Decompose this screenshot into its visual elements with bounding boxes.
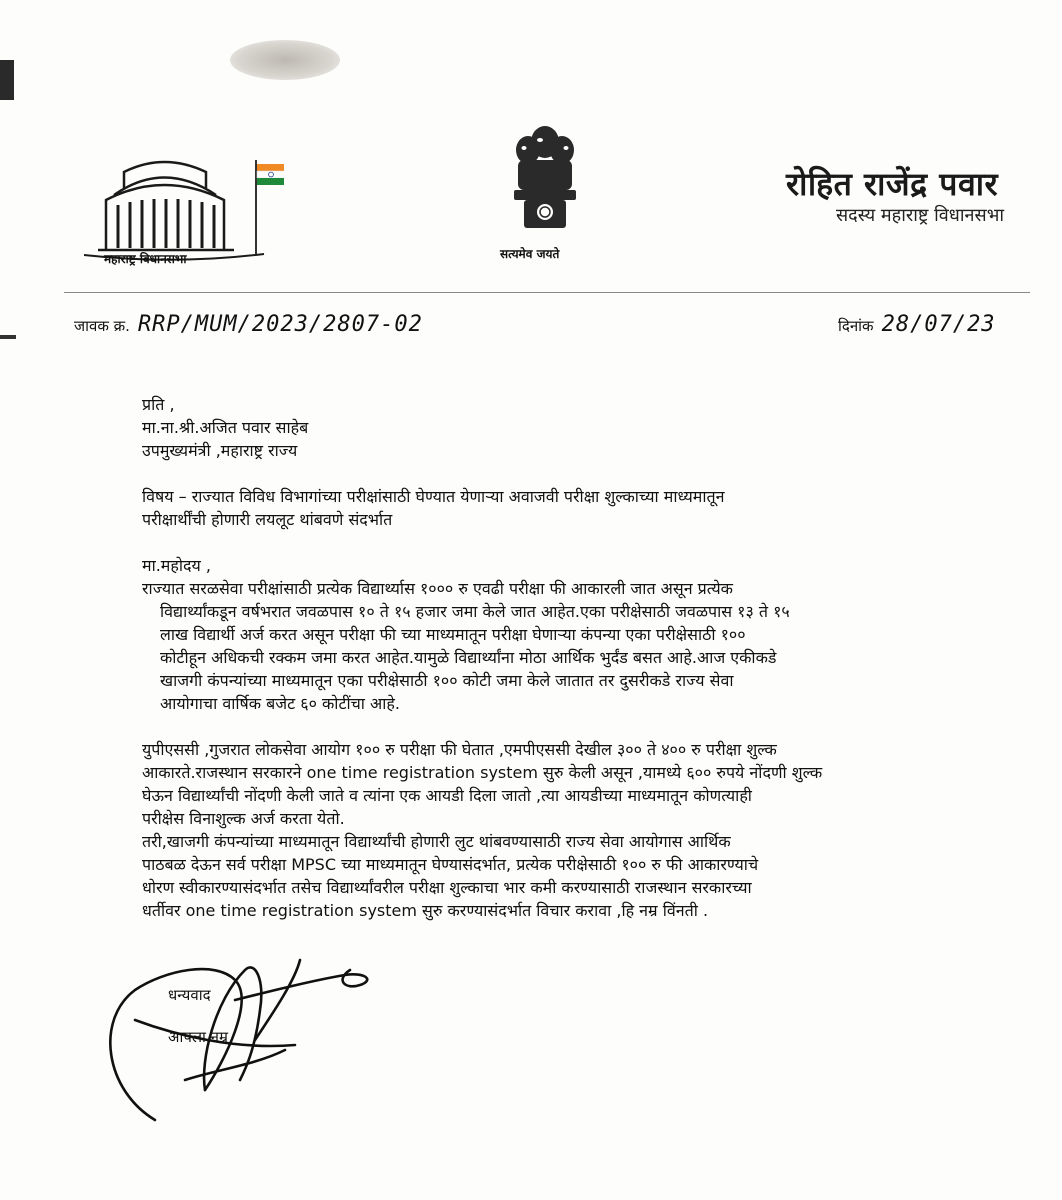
paragraph-line: राज्यात सरळसेवा परीक्षांसाठी प्रत्येक विद्यार्थ्यास १००० रु एवढी परीक्षा फी आकारली जात असून प्रत्येक bbox=[142, 579, 733, 598]
paragraph-line: कोटीहून अधिकची रक्कम जमा करत आहेत.यामुळे विद्यार्थ्यांना मोठा आर्थिक भुर्दंड बसत आहे.आज एकीकडे bbox=[160, 648, 777, 667]
date-value: 28/07/23 bbox=[881, 312, 996, 337]
outward-reference bbox=[74, 312, 423, 337]
scan-smudge bbox=[230, 40, 340, 80]
paragraph-line: तरी,खाजगी कंपन्यांच्या माध्यमातून विद्यार्थ्यांची होणारी लुट थांबवण्यासाठी राज्य सेवा आयोगास आर्थिक bbox=[142, 832, 731, 851]
vidhan-bhavan-logo bbox=[84, 150, 284, 265]
recipient-title: उपमुख्यमंत्री ,महाराष्ट्र राज्य bbox=[142, 441, 298, 460]
subject-line: परीक्षार्थींची होणारी लयलूट थांबवणे संदर्भात bbox=[142, 510, 393, 529]
greeting: मा.महोदय , bbox=[142, 556, 211, 575]
paragraph-line: लाख विद्यार्थी अर्ज करत असून परीक्षा फी च्या माध्यमातून परीक्षा घेणाऱ्या कंपन्या एका परीक्षेसाठी १०० bbox=[160, 625, 746, 644]
paragraph-line: घेऊन विद्यार्थ्यांची नोंदणी केली जाते व त्यांना एक आयडी दिला जातो ,त्या आयडीच्या माध्यमातून कोणत्याही bbox=[142, 786, 752, 805]
mla-designation: सदस्य महाराष्ट्र विधानसभा bbox=[836, 205, 1005, 226]
scan-edge-shadow bbox=[0, 60, 14, 100]
letter-date bbox=[838, 312, 996, 337]
header-divider bbox=[64, 292, 1030, 293]
scan-edge-mark bbox=[0, 335, 16, 339]
paragraph-line: धोरण स्वीकारण्यासंदर्भात तसेच विद्यार्थ्यांवरील परीक्षा शुल्काचा भार कमी करण्यासाठी राजस्थान सरकारच्या bbox=[142, 878, 752, 897]
paragraph-line: विद्यार्थ्यांकडून वर्षभरात जवळपास १० ते १५ हजार जमा केले जात आहेत.एका परीक्षेसाठी जवळपास १३ ते १५ bbox=[160, 602, 790, 621]
paragraph-line: खाजगी कंपन्यांच्या माध्यमातून एका परीक्षेसाठी १०० कोटी जमा केले जातात तर दुसरीकडे राज्य सेवा bbox=[160, 671, 734, 690]
satyamev-jayate-caption: सत्यमेव जयते bbox=[500, 247, 560, 261]
closing-yours: आपला नम्र bbox=[168, 1028, 228, 1046]
date-label: दिनांक bbox=[838, 317, 874, 335]
paragraph-line: पाठबळ देऊन सर्व परीक्षा MPSC च्या माध्यमातून घेण्यासंदर्भात, प्रत्येक परीक्षेसाठी १०० रु फी आकारण्याचे bbox=[142, 855, 759, 874]
handwritten-signature bbox=[95, 940, 395, 1130]
subject-line: विषय – राज्यात विविध विभागांच्या परीक्षांसाठी घेण्यात येणाऱ्या अवाजवी परीक्षा शुल्काच्या माध्यमातून bbox=[142, 487, 725, 506]
recipient-salutation: प्रति , bbox=[142, 395, 175, 414]
paragraph-line: आयोगाचा वार्षिक बजेट ६० कोटींचा आहे. bbox=[160, 694, 400, 713]
paragraph-line: परीक्षेस विनाशुल्क अर्ज करता येतो. bbox=[142, 809, 345, 828]
national-emblem-icon bbox=[500, 120, 590, 235]
letter-body bbox=[142, 393, 1022, 922]
mla-name: रोहित राजेंद्र पवार bbox=[786, 165, 999, 203]
vidhan-sabha-caption: महाराष्ट्र विधानसभा bbox=[104, 252, 187, 266]
reference-label: जावक क्र. bbox=[74, 317, 130, 335]
recipient-name: मा.ना.श्री.अजित पवार साहेब bbox=[142, 418, 309, 437]
paragraph-line: आकारते.राजस्थान सरकारने one time registration system सुरु केली असून ,यामध्ये ६०० रुपये नोंदणी शुल्क bbox=[142, 763, 823, 782]
closing-thanks: धन्यवाद bbox=[168, 986, 211, 1004]
paragraph-line: धर्तीवर one time registration system सुरु करण्यासंदर्भात विचार करावा ,हि नम्र विंनती . bbox=[142, 901, 709, 920]
paragraph-line: युपीएससी ,गुजरात लोकसेवा आयोग १०० रु परीक्षा फी घेतात ,एमपीएससी देखील ३०० ते ४०० रु परीक्षा शुल्क bbox=[142, 740, 777, 759]
reference-number: RRP/MUM/2023/2807-02 bbox=[137, 312, 423, 337]
